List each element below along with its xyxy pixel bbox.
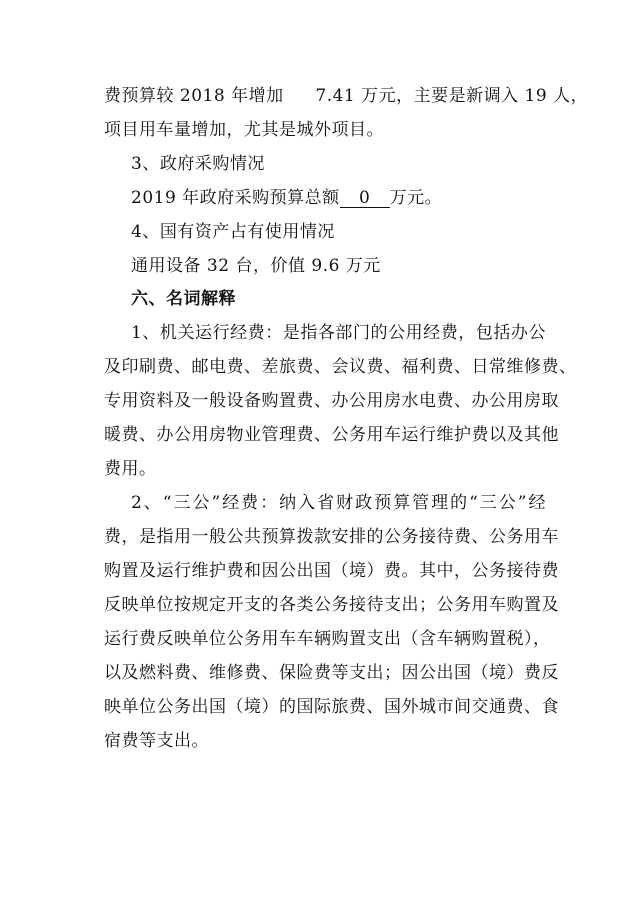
body-line-2: 项目用车量增加，尤其是城外项目。 xyxy=(104,120,384,140)
line-1-text-a: 费预算较 2018 年增加 xyxy=(104,86,284,106)
procurement-text: 2019 年政府采购预算总额 xyxy=(131,188,340,208)
para-1-line-1: 1、机关运行经费：是指各部门的公用经费，包括办公 xyxy=(131,323,546,343)
para-2-line-3: 购置及运行维护费和因公出国（境）费。其中，公务接待费 xyxy=(104,561,559,581)
section-6-heading: 六、名词解释 xyxy=(131,289,236,309)
para-2-line-5: 运行费反映单位公务用车车辆购置支出（含车辆购置税）， xyxy=(104,629,551,649)
increase-amount: 7.41 xyxy=(315,86,356,106)
para-2-line-6: 以及燃料费、维修费、保险费等支出；因公出国（境）费反 xyxy=(104,663,559,683)
procurement-unit: 万元。 xyxy=(389,188,443,208)
para-2-line-1: 2、“三公”经费：纳入省财政预算管理的“三公”经 xyxy=(131,493,546,513)
para-2-line-7: 映单位公务出国（境）的国际旅费、国外城市间交通费、食 xyxy=(104,697,559,717)
para-2-line-8: 宿费等支出。 xyxy=(104,731,209,751)
assets-line: 通用设备 32 台，价值 9.6 万元 xyxy=(131,256,381,276)
para-1-line-3: 专用资料及一般设备购置费、办公用房水电费、办公用房取 xyxy=(104,391,559,411)
procurement-amount: 0 xyxy=(340,189,390,208)
para-1-line-4: 暖费、办公用房物业管理费、公务用车运行维护费以及其他 xyxy=(104,425,559,445)
para-2-line-4: 反映单位按规定开支的各类公务接待支出；公务用车购置及 xyxy=(104,595,559,615)
section-3-heading: 3、政府采购情况 xyxy=(131,154,265,174)
body-line-1 xyxy=(104,86,589,106)
section-4-heading: 4、国有资产占有使用情况 xyxy=(131,222,335,242)
para-2-line-2: 费，是指用一般公共预算拨款安排的公务接待费、公务用车 xyxy=(104,527,559,547)
para-1-line-5: 费用。 xyxy=(104,459,157,479)
para-1-line-2: 及印刷费、邮电费、差旅费、会议费、福利费、日常维修费、 xyxy=(104,357,577,377)
procurement-line xyxy=(131,188,442,208)
line-1-text-b: 万元，主要是新调入 19 人， xyxy=(361,86,589,106)
